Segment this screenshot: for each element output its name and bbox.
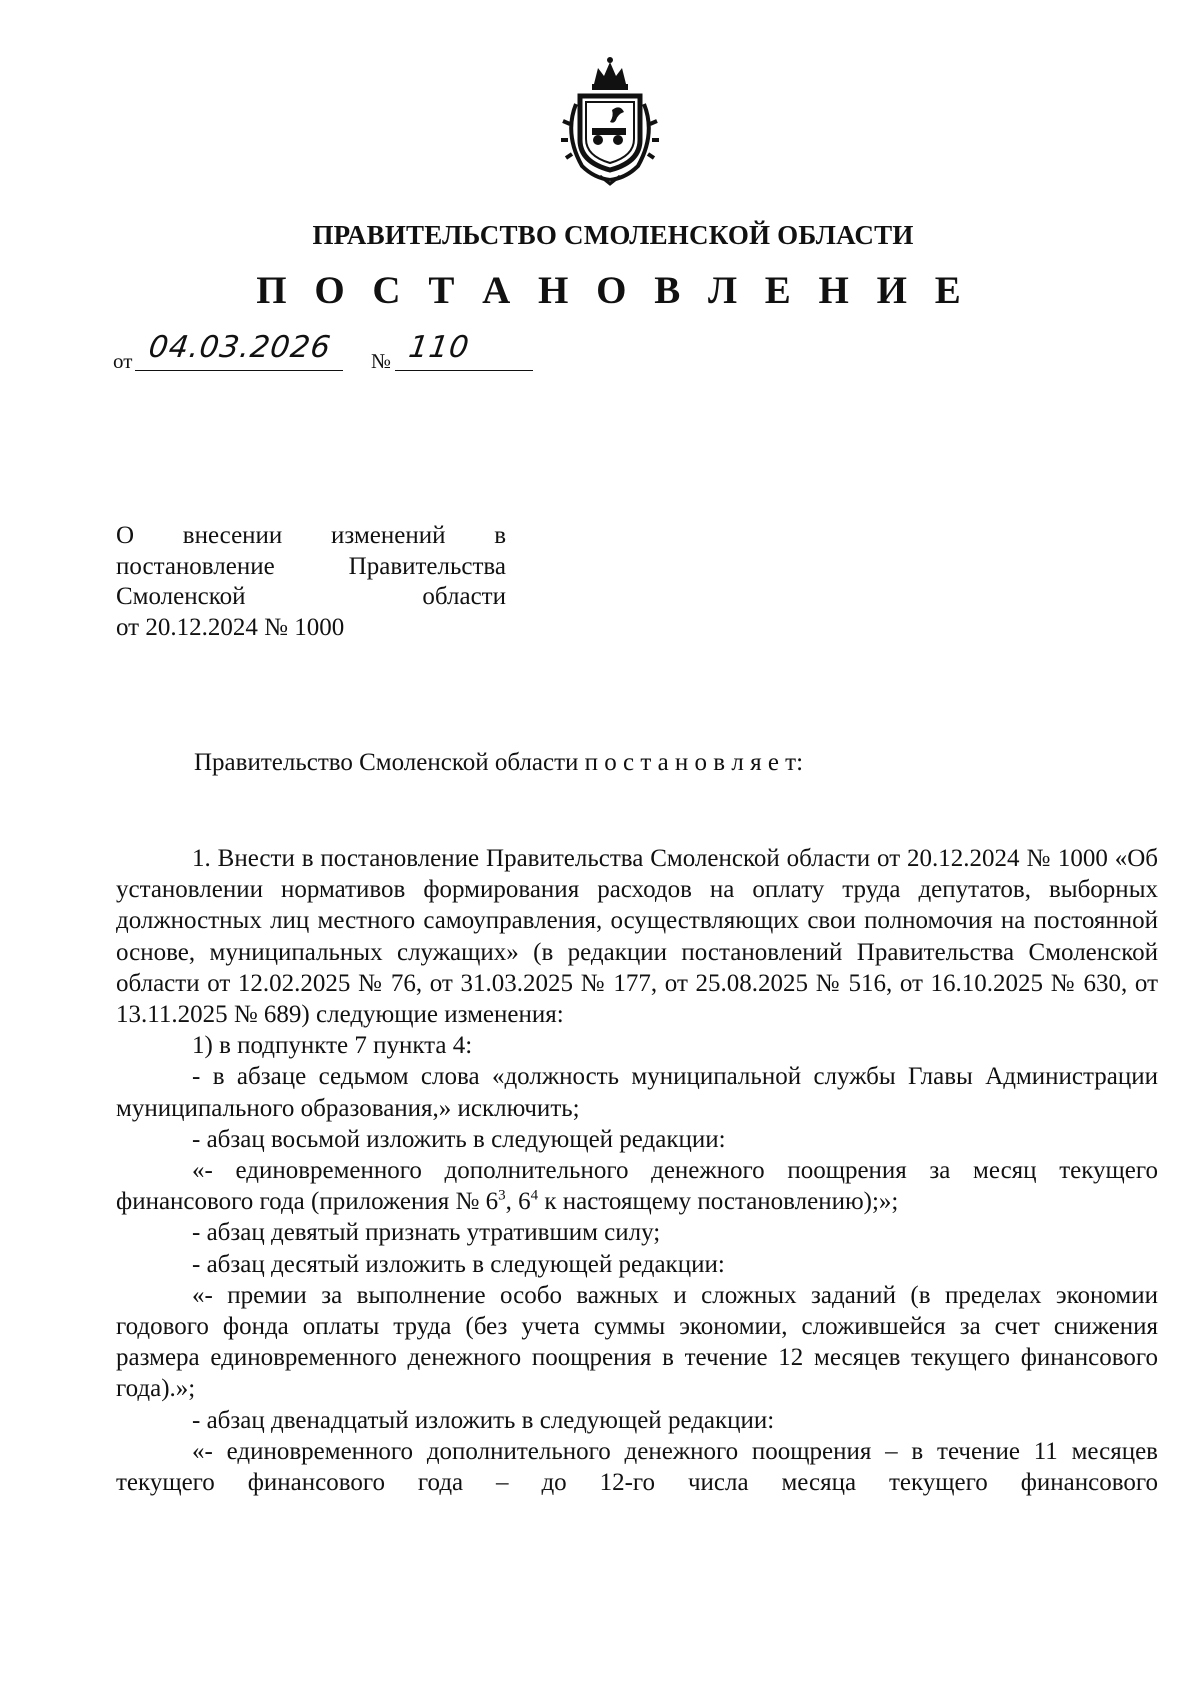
paragraph: [116, 1155, 1158, 1217]
smolensk-coat-of-arms-emblem: [554, 54, 666, 186]
subject-line: постановление Правительства: [116, 552, 506, 580]
paragraph: «- премии за выполнение особо важных и сложных заданий (в пределах экономии годового фонда оплаты труда (без учета суммы экономии, сложившейся за счет снижения размера единовременного денежного поощрения в течение 12 месяцев текущего финансового года).»;: [116, 1281, 1158, 1403]
date-prefix: от: [113, 349, 133, 373]
superscript: 4: [530, 1187, 539, 1204]
paragraph: 1) в подпункте 7 пункта 4:: [192, 1032, 473, 1060]
document-body: [116, 843, 1158, 1498]
superscript: 3: [498, 1187, 506, 1204]
number-prefix: №: [371, 349, 392, 373]
paragraph-text: к настоящему постановлению);»;: [538, 1188, 899, 1216]
handwritten-number: 110: [406, 330, 472, 365]
subject-line: О внесении изменений в: [116, 522, 506, 549]
preamble-text: Правительство Смоленской области п о с т а н о в л я е т:: [194, 749, 804, 776]
handwritten-date: 04.03.2026: [146, 330, 334, 365]
document-subject: [116, 521, 506, 643]
number-underline: [395, 370, 533, 371]
date-underline: [135, 370, 343, 371]
paragraph: - в абзаце седьмом слова «должность муниципальной службы Главы Администрации муниципального образования,» исключить;: [116, 1063, 1158, 1122]
government-title: ПРАВИТЕЛЬСТВО СМОЛЕНСКОЙ ОБЛАСТИ: [312, 220, 914, 250]
paragraph: - абзац восьмой изложить в следующей редакции:: [192, 1125, 726, 1153]
paragraph: 1. Внести в постановление Правительства Смоленской области от 20.12.2024 № 1000 «Об установлении нормативов формирования расходов на оплату труда депутатов, выборных должностных лиц местного самоуправления, осуществляющих свои полномочия на постоянной основе, муниципальных служащих» (в редакции постановлений Правительства Смоленской области от 12.02.2025 № 76, от 31.03.2025 № 177, от 25.08.2025 № 516, от 16.10.2025 № 630, от 13.11.2025 № 689) следующие изменения:: [116, 845, 1158, 1029]
paragraph-text: «- единовременного дополнительного денежного поощрения за месяц текущего финансового года (приложения № 6: [116, 1157, 1158, 1216]
subject-line: от 20.12.2024 № 1000: [116, 613, 345, 641]
paragraph-text: , 6: [505, 1188, 531, 1216]
subject-line: Смоленской области: [116, 583, 506, 610]
paragraph: - абзац десятый изложить в следующей редакции:: [192, 1250, 725, 1278]
paragraph: «- единовременного дополнительного денежного поощрения – в течение 11 месяцев текущего финансового года – до 12-го числа месяца текущего финансового: [116, 1437, 1158, 1497]
paragraph: - абзац двенадцатый изложить в следующей редакции:: [192, 1406, 775, 1434]
date-number-line: [113, 330, 553, 380]
paragraph: - абзац девятый признать утратившим силу;: [192, 1219, 661, 1247]
document-type-title: П О С Т А Н О В Л Е Н И Е: [256, 269, 970, 312]
